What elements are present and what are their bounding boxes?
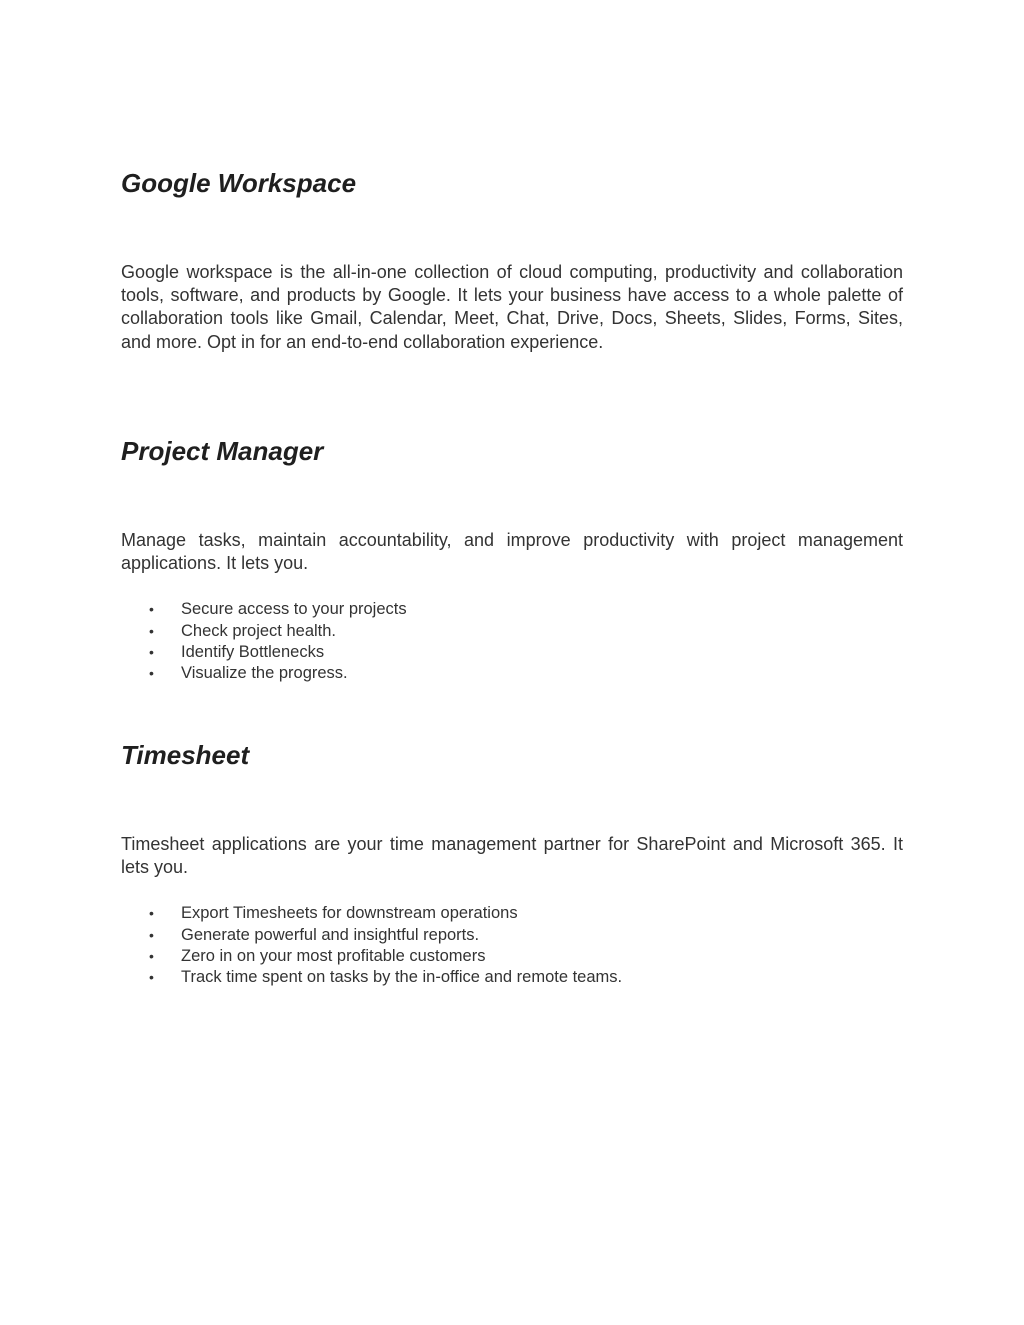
section-heading: Project Manager	[121, 436, 324, 466]
list-item-text: Visualize the progress.	[181, 664, 348, 683]
list-item-text: Zero in on your most profitable customers	[181, 947, 486, 965]
list-item	[121, 599, 903, 620]
list-item	[121, 946, 903, 967]
bullet-list	[121, 903, 903, 988]
bullet-icon: •	[149, 969, 154, 986]
bullet-icon: •	[149, 622, 154, 639]
bullet-icon: •	[149, 926, 154, 943]
list-item-text: Generate powerful and insightful reports.	[181, 925, 480, 944]
list-item-text: Export Timesheets for downstream operations	[181, 904, 518, 923]
list-item-text: Check project health.	[181, 621, 337, 640]
list-item-text: Track time spent on tasks by the in-office and remote teams.	[181, 968, 623, 987]
bullet-icon: •	[149, 665, 154, 682]
section-project-manager	[121, 435, 903, 685]
section-timesheet	[121, 739, 903, 989]
section-heading: Timesheet	[121, 740, 250, 770]
list-item-text: Identify Bottlenecks	[181, 643, 325, 661]
bullet-icon: •	[149, 905, 154, 922]
section-google-workspace	[121, 167, 903, 354]
list-item	[121, 903, 903, 924]
list-item	[121, 663, 903, 684]
list-item	[121, 925, 903, 946]
bullet-icon: •	[149, 948, 154, 964]
bullet-icon: •	[149, 601, 154, 618]
list-item	[121, 967, 903, 988]
bullet-icon: •	[149, 644, 154, 660]
list-item-text: Secure access to your projects	[181, 600, 407, 619]
list-item	[121, 642, 903, 663]
section-body: Manage tasks, maintain accountability, and improve productivity with project management applications. It lets you.	[121, 530, 903, 574]
section-body: Timesheet applications are your time management partner for SharePoint and Microsoft 365. It lets you.	[121, 834, 903, 878]
bullet-list	[121, 599, 903, 684]
list-item	[121, 621, 903, 642]
section-body: Google workspace is the all-in-one collection of cloud computing, productivity and collaboration tools, software, and products by Google. It lets your business have access to a whole palette of collaboration tools like Gmail, Calendar, Meet, Chat, Drive, Docs, Sheets, Slides, Forms, Sites, and more. Opt in for an end-to-end collaboration experience.	[121, 262, 903, 352]
section-heading: Google Workspace	[121, 168, 357, 198]
